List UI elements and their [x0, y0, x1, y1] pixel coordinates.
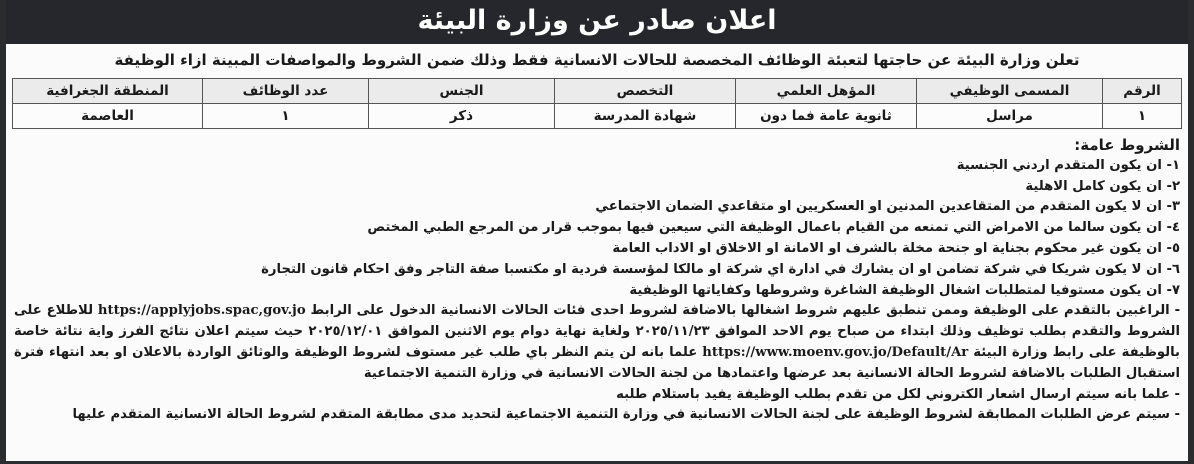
- condition-item: ٧- ان يكون مستوفيا لمتطلبات اشغال الوظيفة الشاغرة وشروطها وكفاياتها الوظيفية: [629, 282, 1180, 298]
- cell-region: العاصمة: [13, 104, 203, 129]
- cell-job-count: ١: [203, 104, 369, 129]
- header-region: المنطقة الجغرافية: [13, 79, 203, 104]
- conditions-title: الشروط عامة:: [1074, 136, 1180, 154]
- header-job-count: عدد الوظائف: [203, 79, 369, 104]
- header-qualification: المؤهل العلمي: [736, 79, 917, 104]
- cell-gender: ذكر: [369, 104, 555, 129]
- ministry-link[interactable]: https://www.moenv.gov.jo/Default/Ar: [702, 344, 969, 360]
- announcement-banner: [6, 0, 1188, 44]
- cell-number: ١: [1103, 104, 1182, 129]
- application-instructions: [14, 301, 1180, 384]
- table-row: [13, 104, 1182, 129]
- cell-job-title: مراسل: [917, 104, 1103, 129]
- cell-specialization: شهادة المدرسة: [555, 104, 736, 129]
- jobs-table: [12, 78, 1182, 129]
- review-note: - سيتم عرض الطلبات المطابقة لشروط الوظيفة على لجنة الحالات الانسانية في وزارة التنمية الاجتماعية لتحديد مدى مطابقة المتقدم لشروط الحالة الانسانية المتقدم عليها: [72, 407, 1180, 423]
- intro-text: تعلن وزارة البيئة عن حاجتها لتعبئة الوظائف المخصصة للحالات الانسانية فقط وذلك ضمن الشروط والمواصفات المبينة ازاء الوظيفة: [114, 51, 1080, 69]
- apply-link[interactable]: https://applyjobs.spac,gov.jo: [97, 303, 306, 319]
- apply-text-1: - الراغبين بالتقدم على الوظيفة وممن تنطبق عليهم شروط اشغالها بالاضافة لشروط احدى فئات الحالات الانسانية الدخول على الرابط: [310, 303, 1181, 319]
- header-number: الرقم: [1103, 79, 1182, 104]
- header-specialization: التخصص: [555, 79, 736, 104]
- header-job-title: المسمى الوظيفي: [917, 79, 1103, 104]
- header-gender: الجنس: [369, 79, 555, 104]
- banner-title: اعلان صادر عن وزارة البيئة: [417, 5, 777, 36]
- conditions-section: [6, 129, 1188, 426]
- apply-text-3: علما بانه لن يتم النظر باي طلب غير مستوف لشروط الوظيفة والوثائق الواردة بالاعلان او بعد انتهاء فترة استقبال الطلبات بالاضافة لشروط الحالة الانسانية بعد عرضها واعتمادها من لجنة الحالات الانسانية في وزارة التنمية الاجتماعية: [14, 344, 1180, 381]
- condition-item: ٣- ان لا يكون المتقدم من المتقاعدين المدنين او العسكريين او متقاعدي الضمان الاجتماعي: [595, 199, 1180, 215]
- notification-note: - علما بانه سيتم ارسال اشعار الكتروني لكل من تقدم بطلب الوظيفة يفيد باستلام طلبه: [616, 386, 1180, 402]
- condition-item: ٥- ان يكون غير محكوم بجناية او جنحة مخلة بالشرف او الامانة او الاخلاق او الاداب العامة: [612, 240, 1180, 256]
- condition-item: ٢- ان يكون كامل الاهلية: [1025, 178, 1180, 194]
- apply-text-2: للاطلاع على الشروط والتقدم بطلب توظيف وذلك ابتداء من صباح يوم الاحد الموافق ٢٠٢٥/١١/٢٣ ولغاية نهاية دوام يوم الاثنين الموافق ٢٠٢٥/١٢/٠١ حيث سيتم اعلان نتائج الفرز واية نتائة خاصة بالوظيفة على رابط وزارة البيئة: [14, 303, 1181, 360]
- condition-item: ١- ان يكون المتقدم اردني الجنسية: [956, 157, 1180, 173]
- cell-qualification: ثانوية عامة فما دون: [736, 104, 917, 129]
- condition-item: ٦- ان لا يكون شريكا في شركة تضامن او ان يشارك في ادارة اي شركة او مالكا لمؤسسة فردية او مكتسبا صفة التاجر وفق احكام قانون التجارة: [261, 261, 1180, 277]
- table-header-row: [13, 79, 1182, 104]
- condition-item: ٤- ان يكون سالما من الامراض التي تمنعه من القيام باعمال الوظيفة التي سيعين فيها بموجب قرار من المرجع الطبي المختص: [367, 220, 1180, 236]
